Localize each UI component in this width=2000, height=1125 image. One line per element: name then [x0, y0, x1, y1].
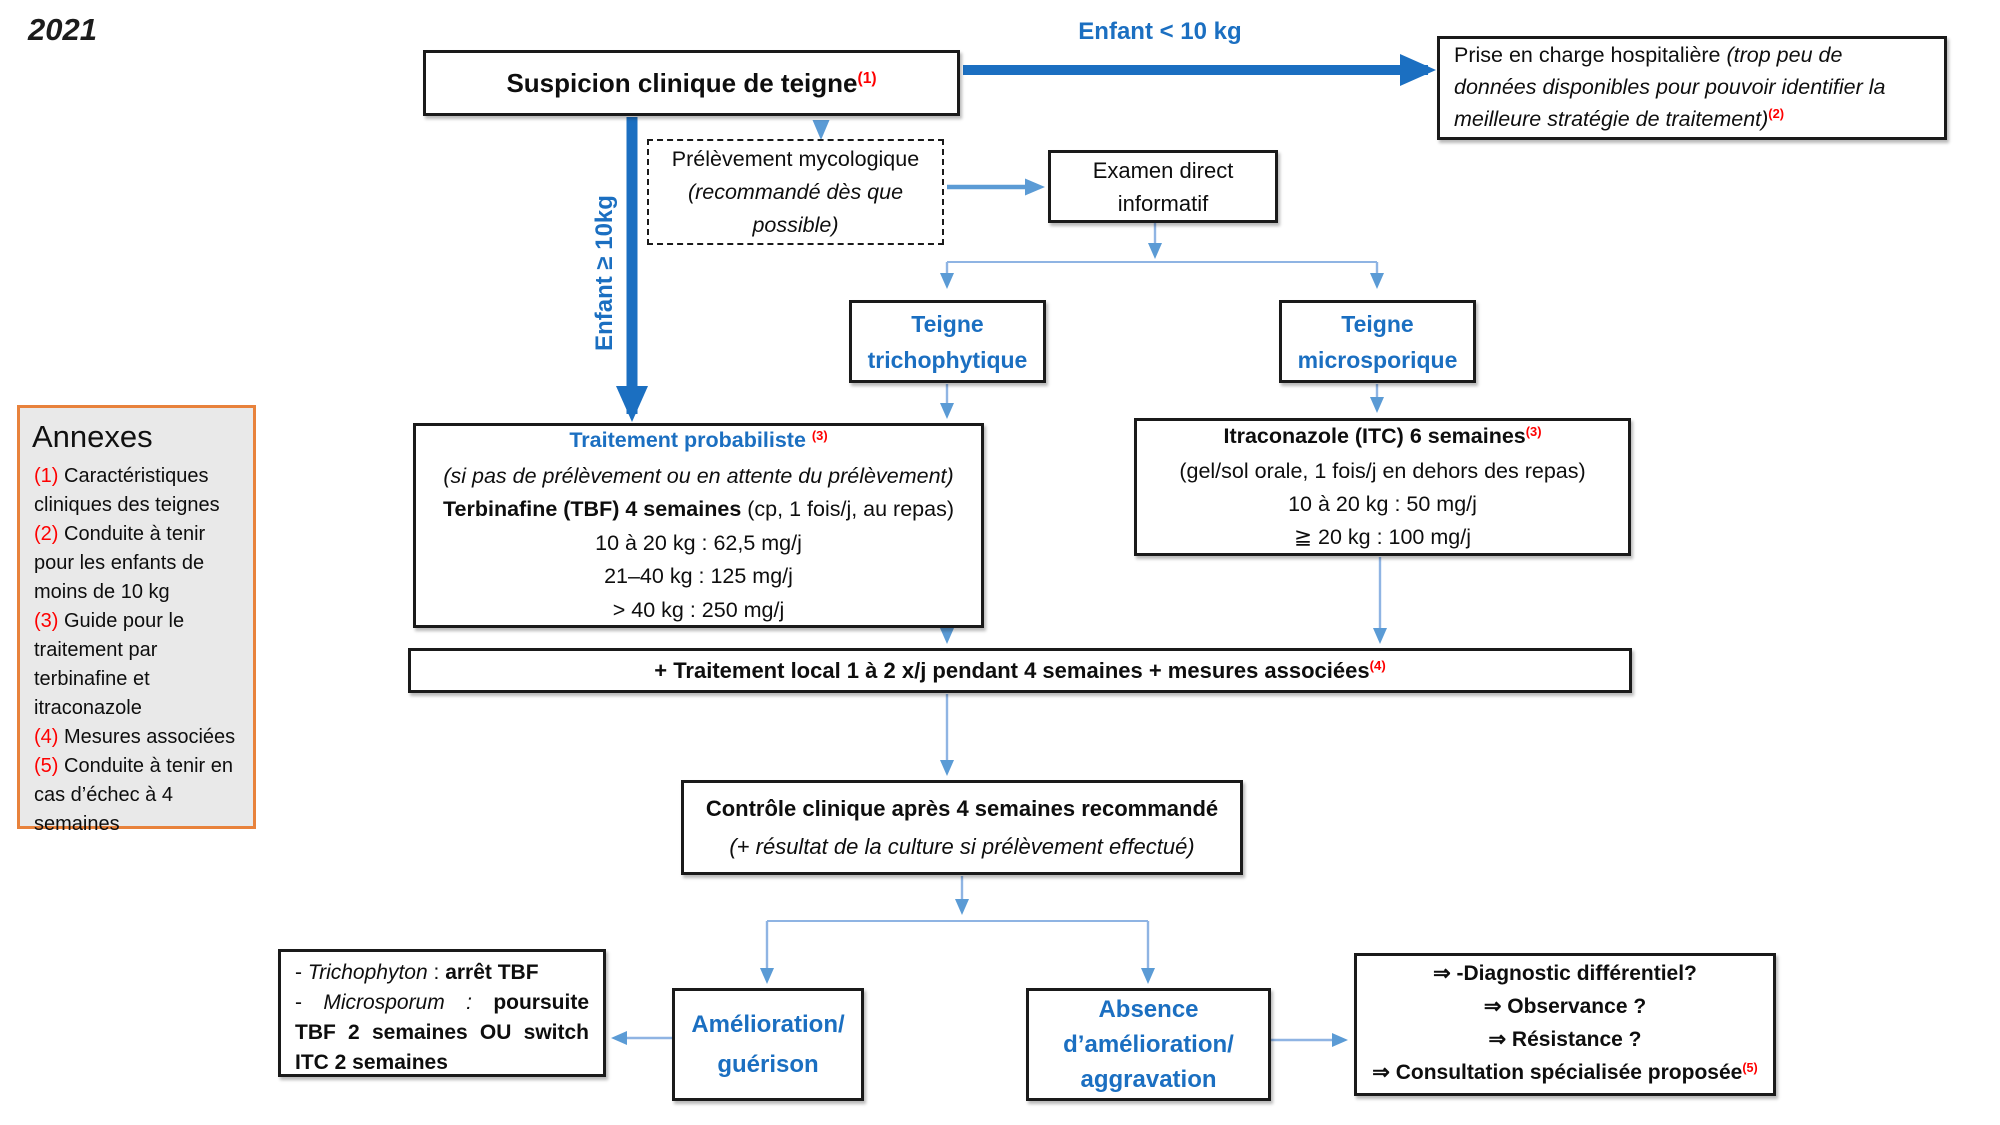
- text-line: Itraconazole (ITC) 6 semaines$^{(3)}$: [1223, 423, 1542, 448]
- traitement-probabiliste-text: [416, 424, 981, 627]
- text-line: (+ résultat de la culture si prélèvement effectué): [729, 833, 1195, 859]
- text-line: Teigne: [1341, 310, 1414, 337]
- text-line: Prise en charge hospitalière (trop peu de: [1454, 42, 1843, 67]
- text-line: informatif: [1117, 190, 1209, 216]
- year-label: 2021: [28, 12, 97, 47]
- text-line: 10 à 20 kg : 62,5 mg/j: [595, 530, 802, 555]
- text-line: - Microsporum : poursuite TBF 2 semaines OU switch ITC 2 semaines: [295, 991, 589, 1074]
- text-line: (5) Conduite à tenir en cas d’échec à 4 semaines: [34, 755, 234, 835]
- absence-amelioration-text: [1029, 992, 1268, 1097]
- text-line: Terbinafine (TBF) 4 semaines (cp, 1 fois/j, au repas): [443, 497, 954, 521]
- teigne-trichophytique-box: [849, 300, 1046, 383]
- text-line: (recommandé dès que: [687, 179, 904, 204]
- amelioration-guerison-box: [672, 988, 864, 1101]
- teigne-microsporique-text: [1282, 306, 1473, 378]
- text-line: Examen direct: [1092, 157, 1234, 183]
- traitement-local-bar: [408, 648, 1632, 693]
- text-line: données disponibles pour pouvoir identifier la: [1454, 74, 1886, 99]
- echec-diagnostic-box: [1354, 953, 1776, 1096]
- text-line: guérison: [717, 1050, 819, 1078]
- text-line: (3) Guide pour le traitement par terbinafine et itraconazole: [34, 610, 185, 719]
- text-line: Teigne: [911, 310, 984, 337]
- text-line: ⇒ Résistance ?: [1488, 1028, 1642, 1051]
- absence-amelioration-box: [1026, 988, 1271, 1101]
- text-line: ≧ 20 kg : 100 mg/j: [1294, 525, 1471, 549]
- text-line: 21–40 kg : 125 mg/j: [604, 564, 793, 588]
- text-line: microsporique: [1297, 346, 1458, 373]
- text-line: 10 à 20 kg : 50 mg/j: [1288, 492, 1477, 516]
- text-line: (si pas de prélèvement ou en attente du prélèvement): [443, 463, 954, 488]
- text-line: Amélioration/: [691, 1010, 845, 1038]
- text-line: ⇒ Consultation spécialisée proposée$^{(5)}$: [1372, 1061, 1758, 1084]
- annexes-items: [32, 462, 241, 839]
- text-line: Contrôle clinique après 4 semaines recommandé: [705, 795, 1219, 821]
- text-line: d’amélioration/: [1063, 1031, 1234, 1058]
- traitement-local-text: [411, 658, 1629, 684]
- text-line: > 40 kg : 250 mg/j: [612, 597, 785, 622]
- text-line: meilleure stratégie de traitement)$^{(2)}$: [1454, 106, 1785, 131]
- enfant-over-10kg-label: Enfant ≥ 10kg: [591, 195, 618, 351]
- text-line: Suspicion clinique de teigne$^{(1)}$: [506, 67, 877, 98]
- text-line: ⇒ -Diagnostic différentiel?: [1433, 962, 1697, 985]
- text-line: - Trichophyton : arrêt TBF: [295, 961, 539, 984]
- text-line: + Traitement local 1 à 2 x/j pendant 4 semaines + mesures associées$^{(4)}$: [654, 657, 1386, 683]
- resultat-culture-text: [293, 958, 591, 1078]
- text-line: (gel/sol orale, 1 fois/j en dehors des repas): [1179, 459, 1586, 483]
- controle-clinique-box: [681, 780, 1243, 875]
- text-line: (2) Conduite à tenir pour les enfants de moins de 10 kg: [34, 523, 206, 603]
- text-line: aggravation: [1080, 1066, 1217, 1093]
- prelevement-mycologique-box: [647, 139, 944, 245]
- prise-en-charge-text: [1452, 39, 1932, 138]
- text-line: trichophytique: [867, 346, 1028, 373]
- text-line: possible): [752, 212, 839, 237]
- teigne-microsporique-box: [1279, 300, 1476, 383]
- annexes-legend-box: [17, 405, 256, 835]
- suspicion-clinique-box: [423, 50, 960, 116]
- itraconazole-text: [1137, 420, 1628, 554]
- teigne-trichophytique-text: [852, 306, 1043, 378]
- prelevement-text: [649, 143, 942, 242]
- itraconazole-box: [1134, 418, 1631, 556]
- echec-diagnostic-text: [1357, 957, 1773, 1092]
- controle-clinique-text: [684, 790, 1240, 866]
- suspicion-clinique-text: [426, 68, 957, 99]
- prise-en-charge-hospitaliere-box: [1437, 36, 1947, 140]
- text-line: Absence: [1098, 996, 1199, 1023]
- text-line: (4) Mesures associées: [34, 726, 236, 748]
- text-line: (1) Caractéristiques cliniques des teignes: [34, 465, 220, 516]
- text-line: Prélèvement mycologique: [671, 146, 920, 171]
- resultat-culture-box: [278, 949, 606, 1077]
- traitement-probabiliste-box: [413, 423, 984, 628]
- text-line: ⇒ Observance ?: [1483, 995, 1647, 1018]
- enfant-under-10kg-label: Enfant < 10 kg: [1078, 18, 1242, 45]
- amelioration-guerison-text: [675, 1005, 861, 1085]
- examen-direct-box: [1048, 150, 1278, 223]
- annexes-title: Annexes: [32, 419, 153, 454]
- text-line: Traitement probabiliste $^{(3)}$: [569, 427, 828, 452]
- examen-direct-text: [1051, 154, 1275, 220]
